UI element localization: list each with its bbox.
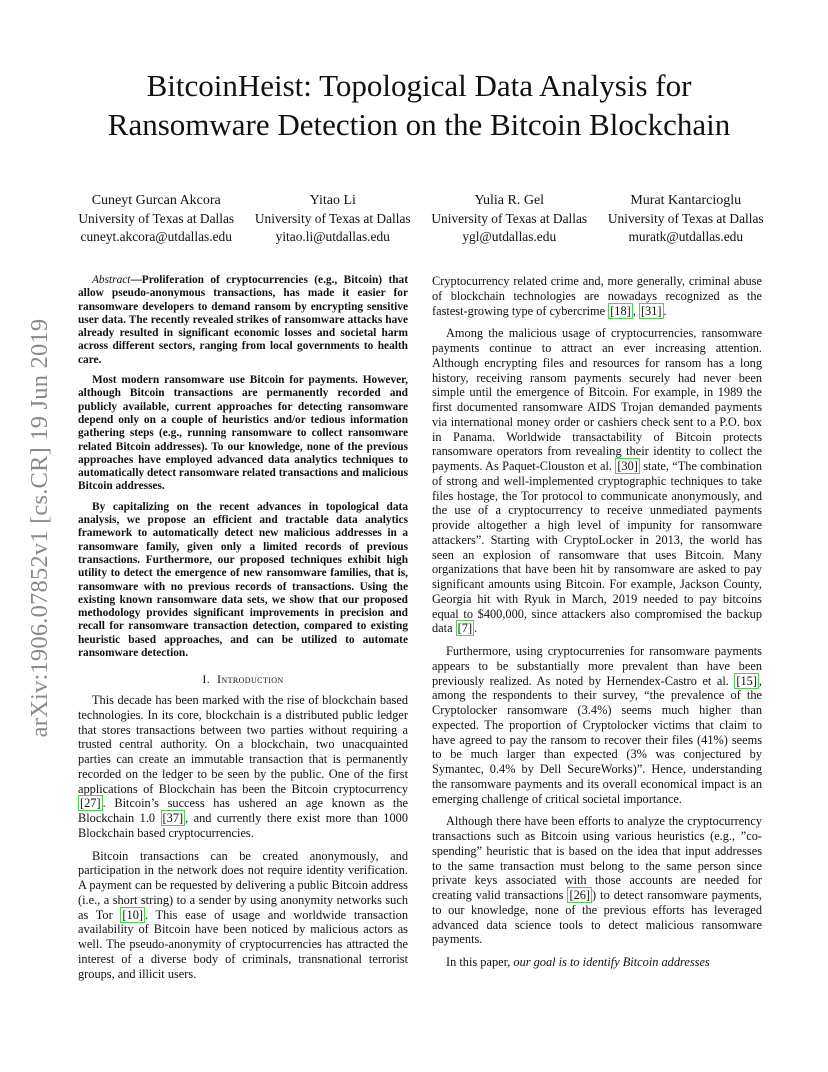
author-affiliation: University of Texas at Dallas: [78, 211, 235, 226]
goal-statement: our goal is to identify Bitcoin addresses: [513, 955, 710, 969]
abstract: [78, 274, 408, 660]
intro-paragraph-3: [432, 274, 762, 318]
arxiv-identifier-text: arXiv:1906.07852v1 [cs.CR] 19 Jun 2019: [26, 318, 53, 738]
author-email: ygl@utdallas.edu: [462, 229, 557, 244]
body-text: .: [663, 303, 667, 318]
citation-link[interactable]: [37]: [162, 811, 184, 826]
left-column: [78, 274, 408, 989]
author-name: Yitao Li: [309, 193, 356, 208]
intro-paragraph-7: [432, 955, 762, 970]
author-name: Cuneyt Gurcan Akcora: [91, 193, 221, 208]
section-heading-introduction: [78, 672, 408, 687]
section-number: I.: [202, 672, 211, 687]
citation-link[interactable]: [26]: [569, 888, 591, 902]
author-3: [421, 192, 598, 246]
author-2: [245, 192, 422, 246]
author-affiliation: University of Texas at Dallas: [607, 211, 764, 226]
body-text: Although there have been efforts to analyze the cryptocurrency transactions such as Bitcoin using various heuristics (e.g., ”co-spending” heuristic that is based on the idea that input addresses to the same transaction must belong to the same person since private keys associated with those accounts are needed for creating valid transactions: [432, 814, 762, 902]
author-name: Yulia R. Gel: [474, 193, 545, 208]
body-text: Bitcoin transactions can be created anonymously, and participation in the network does not require identity verification. A payment can be requested by delivering a public Bitcoin address (i.e., a short string) to a sender by using anonymity networks such as Tor: [78, 848, 408, 922]
intro-paragraph-2: [78, 849, 408, 982]
author-email: yitao.li@utdallas.edu: [275, 229, 390, 244]
section-title: Introduction: [217, 672, 284, 687]
author-name: Murat Kantarcioglu: [630, 193, 742, 208]
citation-link[interactable]: [10]: [122, 907, 143, 922]
author-block: [68, 192, 774, 246]
paper-title: [60, 66, 778, 144]
abstract-paragraph-3: By capitalizing on the recent advances in topological data analysis, we propose an efficient and tractable data analytics framework to automatically detect new malicious addresses in a ransomware family, given only a limited records of previous transactions. Furthermore, our proposed techniques exhibit high utility to detect the emergence of new ransomware families, that is, ransomware with no previous records of transactions. Using the existing known ransomware data sets, we show that our proposed methodology provides significant improvements in precision and recall for ransomware transaction detection, compared to existing heuristic based approaches, and can be utilized to automate ransomware detection.: [78, 500, 408, 660]
author-4: [598, 192, 775, 246]
body-text: In this paper,: [446, 955, 514, 969]
abstract-label: Abstract: [92, 274, 131, 286]
body-text: . Bitcoin’s success has ushered an age known as the Blockchain 1.0: [78, 796, 408, 826]
body-text: This decade has been marked with the rise of blockchain based technologies. In its core, blockchain is a distributed public ledger that stores transactions between two parties without requiring a trusted central authority. On a blockchain, two unacquainted parties can create an immutable transaction that is permanently recorded on the ledger to be seen by the public. One of the first applications of Blockchain has been the Bitcoin cryptocurrency: [78, 693, 408, 796]
author-1: [68, 192, 245, 246]
body-text: .: [474, 621, 478, 636]
body-text: , among the respondents to their survey, “the prevalence of the Cryptolocker ransomware (3.4%) seems much higher than expected. The proportion of Cryptolocker victims that claim to have agreed to pay the ransom to recover their files (41%) seems to be much larger than expected (3% was conjectured by Symantec, 0.4% by Dell SecureWorks)”. Hence, understanding the ransomware payments and its overall economical impact is an emerging challenge of critical societal importance.: [432, 673, 762, 806]
body-text: Furthermore, using cryptocurrenies for ransomware payments appears to be substantially more prevalent than have been previously realized. As noted by Hernendex-Castro et al.: [432, 644, 762, 688]
paper-title-line1: BitcoinHeist: Topological Data Analysis for: [146, 68, 692, 103]
right-column: [432, 274, 762, 978]
abstract-text-1: —Proliferation of cryptocurrencies (e.g., Bitcoin) that allow pseudo-anonymous transactions, has made it easier for ransomware developers to demand ransom by encrypting sensitive user data. The recently revealed strikes of ransomware attacks have already resulted in significant economic losses and societal harm across different sectors, ranging from local governments to health care.: [78, 274, 408, 366]
intro-paragraph-1: [78, 693, 408, 841]
citation-link[interactable]: [31]: [640, 303, 662, 318]
citation-link[interactable]: [30]: [617, 459, 638, 473]
intro-paragraph-4: [432, 326, 762, 636]
abstract-paragraph-2: Most modern ransomware use Bitcoin for payments. However, although Bitcoin transactions are permanently recorded and publicly available, current approaches for detecting ransomware depend only on a couple of heuristics and/or tedious information gathering steps (e.g., running ransomware to collect ransomware related Bitcoin addresses). To our knowledge, none of the previous approaches have employed advanced data analytics techniques to automatically detect ransomware related transactions and malicious Bitcoin addresses.: [78, 374, 408, 493]
abstract-paragraph-1: [78, 274, 408, 367]
paper-title-line2: Ransomware Detection on the Bitcoin Blockchain: [107, 107, 731, 142]
author-affiliation: University of Texas at Dallas: [254, 211, 411, 226]
body-text: ,: [632, 303, 639, 318]
citation-link[interactable]: [15]: [736, 673, 757, 688]
body-text: Cryptocurrency related crime and, more generally, criminal abuse of blockchain technologies are nowadays recognized as the fastest-growing type of cybercrime: [432, 274, 762, 318]
author-affiliation: University of Texas at Dallas: [431, 211, 588, 226]
citation-link[interactable]: [27]: [80, 796, 101, 811]
intro-paragraph-6: [432, 814, 762, 947]
body-text: , and currently there exist more than 1000 Blockchain based cryptocurrencies.: [78, 811, 408, 840]
body-text: . This ease of usage and worldwide transaction availability of Bitcoin have been noticed by malicious actors as well. The pseudo-anonymity of cryptocurrencies has attracted the interest of a diverse body of criminals, transnational terrorist groups, and illicit users.: [78, 907, 408, 981]
intro-paragraph-5: [432, 644, 762, 806]
citation-link[interactable]: [7]: [457, 621, 473, 636]
author-email: cuneyt.akcora@utdallas.edu: [80, 229, 232, 244]
arxiv-identifier: [22, 288, 58, 768]
body-text: state, “The combination of strong and well-implemented cryptographic techniques to take files hostage, the Tor protocol to communicate anonymously, and the use of a cryptocurrency to receive unmediated payments provide altogether a high level of impunity for ransomware attackers”. Starting with CryptoLocker in 2013, the world has seen an explosion of ransomware that uses Bitcoin. Many organizations that have been hit by ransomware are asked to pay significant amounts using Bitcoin. For example, Jackson County, Georgia hit with Ryuk in March, 2019 needed to pay bitcoins equal to $400,000, since attackers also compromised the backup data: [432, 459, 762, 636]
body-text: ) to detect ransomware payments, to our knowledge, none of the previous efforts has leveraged advanced data science tools to detect malicious ransomware payments.: [432, 888, 762, 947]
body-text: Among the malicious usage of cryptocurrencies, ransomware payments continue to attract an ever increasing attention. Although encrypting files and resources for ransom has a long history, receiving ransom payments securely had never been simple until the emergence of Bitcoin. For example, in 1989 the first documented ransomware AIDS Trojan demanded payments via international money order or cashiers check sent to a P.O. box in Panama. Worldwide transactability of Bitcoin protects ransomware operators from revealing their identity to collect the payments. As Paquet-Clouston et al.: [432, 326, 762, 473]
author-email: muratk@utdallas.edu: [628, 229, 744, 244]
citation-link[interactable]: [18]: [610, 303, 631, 318]
